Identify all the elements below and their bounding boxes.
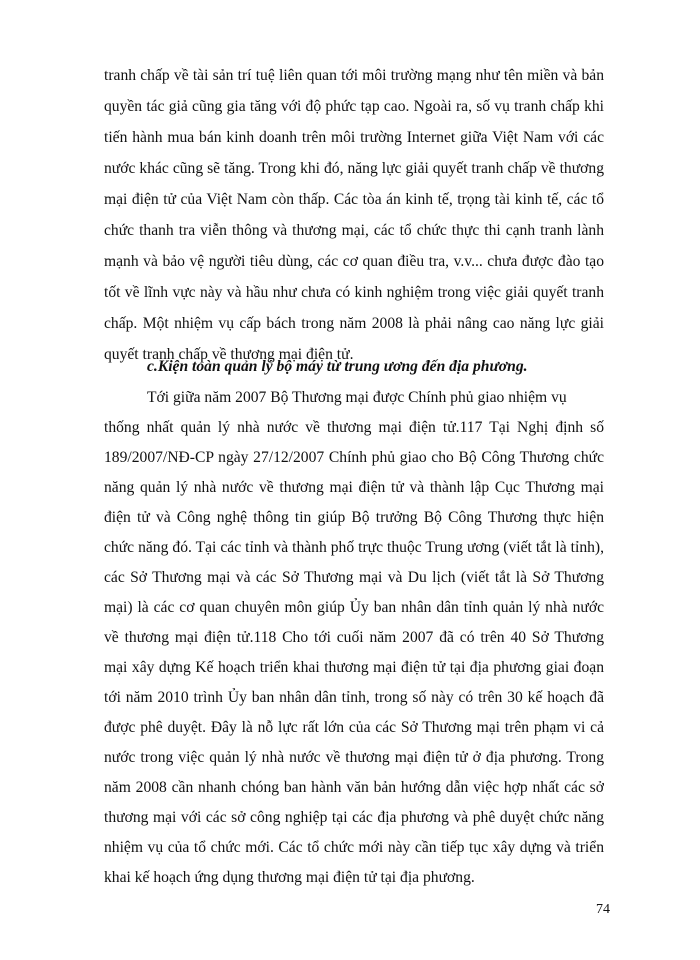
text-line: chấp. Một nhiệm vụ cấp bách trong năm 2008 là phải nâng cao năng lực giải <box>104 315 604 332</box>
text-line: nhiệm vụ của tổ chức mới. Các tổ chức mới này cần tiếp tục xây dựng và triển <box>104 839 604 856</box>
text-line: tốt về lĩnh vực này và hầu như chưa có kinh nghiệm trong việc giải quyết tranh <box>104 284 604 301</box>
section-heading: c.Kiện toàn quản lý bộ máy từ trung ương đến địa phương. <box>147 358 528 375</box>
text-line: tranh chấp về tài sản trí tuệ liên quan tới môi trường mạng như tên miền và bản <box>104 67 604 84</box>
text-line: về thương mại điện tử.118 Cho tới cuối năm 2007 đã có trên 40 Sở Thương <box>104 629 604 646</box>
text-line: quyền tác giả cũng gia tăng với độ phức tạp cao. Ngoài ra, số vụ tranh chấp khi <box>104 98 604 115</box>
text-line: tới năm 2010 trình Ủy ban nhân dân tỉnh, trong số này có trên 30 kế hoạch đã <box>104 689 604 706</box>
text-line: được phê duyệt. Đây là nỗ lực rất lớn của các Sở Thương mại trên phạm vi cả <box>104 719 604 736</box>
text-line: mạnh và bảo vệ người tiêu dùng, các cơ quan điều tra, v.v... chưa được đào tạo <box>104 253 604 270</box>
text-line: 189/2007/NĐ-CP ngày 27/12/2007 Chính phủ giao cho Bộ Công Thương chức <box>104 449 604 466</box>
text-line: điện tử và Công nghệ thông tin giúp Bộ trưởng Bộ Công Thương thực hiện <box>104 509 604 526</box>
text-line: thương mại với các sở công nghiệp tại các địa phương và phê duyệt chức năng <box>104 809 604 826</box>
text-line: các Sở Thương mại và các Sở Thương mại và Du lịch (viết tắt là Sở Thương <box>104 569 604 586</box>
text-line: mại điện tử của Việt Nam còn thấp. Các tòa án kinh tế, trọng tài kinh tế, các tổ <box>104 191 604 208</box>
text-line: quyết tranh chấp về thương mại điện tử. <box>104 346 354 363</box>
text-line: khai kế hoạch ứng dụng thương mại điện tử tại địa phương. <box>104 869 475 886</box>
text-line: năm 2008 cần nhanh chóng ban hành văn bản hướng dẫn việc hợp nhất các sở <box>104 779 604 796</box>
text-line: năng quản lý nhà nước về thương mại điện tử và thành lập Cục Thương mại <box>104 479 604 496</box>
text-line: thống nhất quản lý nhà nước về thương mại điện tử.117 Tại Nghị định số <box>104 419 604 436</box>
page-number: 74 <box>596 902 610 917</box>
text-line: mại) là các cơ quan chuyên môn giúp Ủy ban nhân dân tỉnh quản lý nhà nước <box>104 599 604 616</box>
text-line: nước khác cũng sẽ tăng. Trong khi đó, năng lực giải quyết tranh chấp về thương <box>104 160 604 177</box>
text-line: chức năng đó. Tại các tỉnh và thành phố trực thuộc Trung ương (viết tắt là tỉnh), <box>104 539 604 556</box>
text-line: nước trong việc quản lý nhà nước về thương mại điện tử ở địa phương. Trong <box>104 749 604 766</box>
text-line: Tới giữa năm 2007 Bộ Thương mại được Chính phủ giao nhiệm vụ <box>147 389 567 406</box>
text-line: mại xây dựng Kế hoạch triển khai thương mại điện tử tại địa phương giai đoạn <box>104 659 604 676</box>
text-line: chức thanh tra viễn thông và thương mại, các tổ chức thực thi cạnh tranh lành <box>104 222 604 239</box>
text-line: tiến hành mua bán kinh doanh trên môi trường Internet giữa Việt Nam với các <box>104 129 604 146</box>
